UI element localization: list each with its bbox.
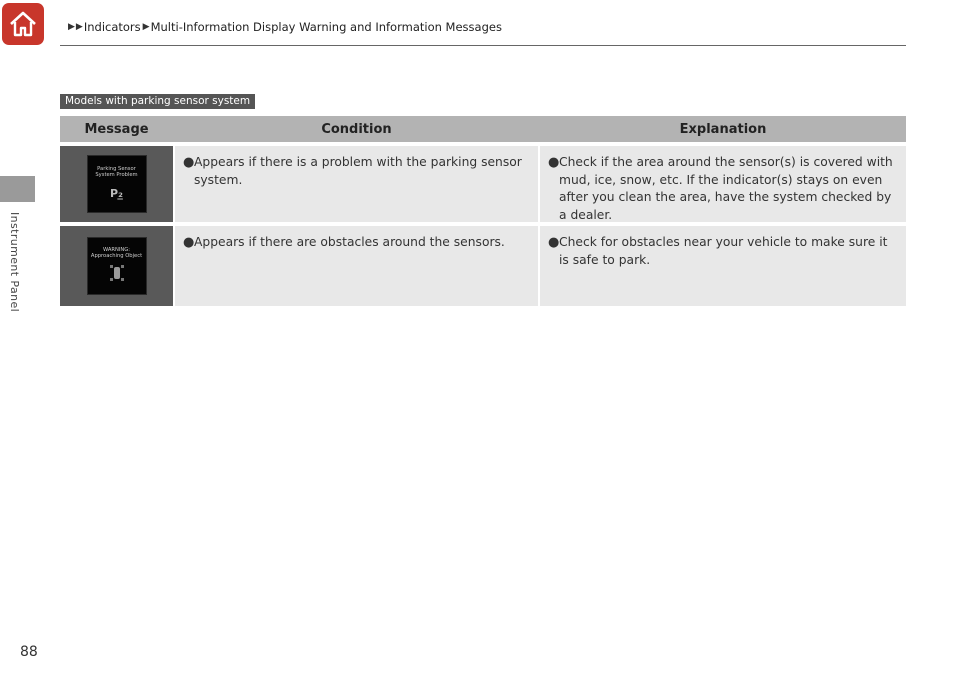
explanation-cell [540,226,906,306]
header-divider [60,45,906,46]
breadcrumb [68,20,502,34]
explanation-cell [540,146,906,222]
page-number: 88 [20,644,38,660]
column-header-condition: Condition [321,121,392,137]
vehicle-obstacle-icon [107,263,127,283]
condition-cell [175,146,538,222]
display-screen-image [87,155,147,213]
breadcrumb-link-indicators[interactable]: Indicators [83,20,141,34]
explanation-text: Check for obstacles near your vehicle to make sure it is safe to park. [559,235,888,267]
display-message-text: Parking Sensor System Problem [95,166,138,178]
breadcrumb-arrow-icon: ▶ [75,22,83,32]
home-icon [8,10,38,38]
bullet-icon: ● [548,235,560,250]
bullet-icon: ● [183,155,195,170]
list-item [548,154,898,224]
model-badge: Models with parking sensor system [60,94,255,109]
condition-text: Appears if there is a problem with the parking sensor system. [194,155,522,187]
table-row [60,226,906,306]
warning-messages-table [60,116,906,306]
bullet-icon: ● [548,155,560,170]
table-row [60,146,906,222]
section-label: Instrument Panel [8,212,21,313]
list-item [183,234,530,252]
section-tab-marker[interactable] [0,176,35,202]
home-button[interactable] [2,3,44,45]
breadcrumb-arrow-icon: ▶ [142,22,150,32]
explanation-text: Check if the area around the sensor(s) is covered with mud, ice, snow, etc. If the indicator(s) stays on even after you clean the area, have the system checked by a dealer. [559,155,893,222]
column-header-explanation: Explanation [679,121,767,137]
display-screen-image [87,237,147,295]
bullet-icon: ● [183,235,195,250]
message-cell [60,226,173,306]
breadcrumb-current-page: Multi-Information Display Warning and Information Messages [150,20,502,34]
condition-text: Appears if there are obstacles around the sensors. [194,235,505,249]
message-cell [60,146,173,222]
list-item [183,154,530,189]
column-header-message: Message [84,121,149,137]
display-message-text: WARNING: Approaching Object [90,247,143,259]
list-item [548,234,898,269]
condition-cell [175,226,538,306]
table-header [60,116,906,142]
breadcrumb-arrow-icon: ▶ [68,22,75,32]
parking-sensor-icon: P₂̲ [110,187,123,200]
